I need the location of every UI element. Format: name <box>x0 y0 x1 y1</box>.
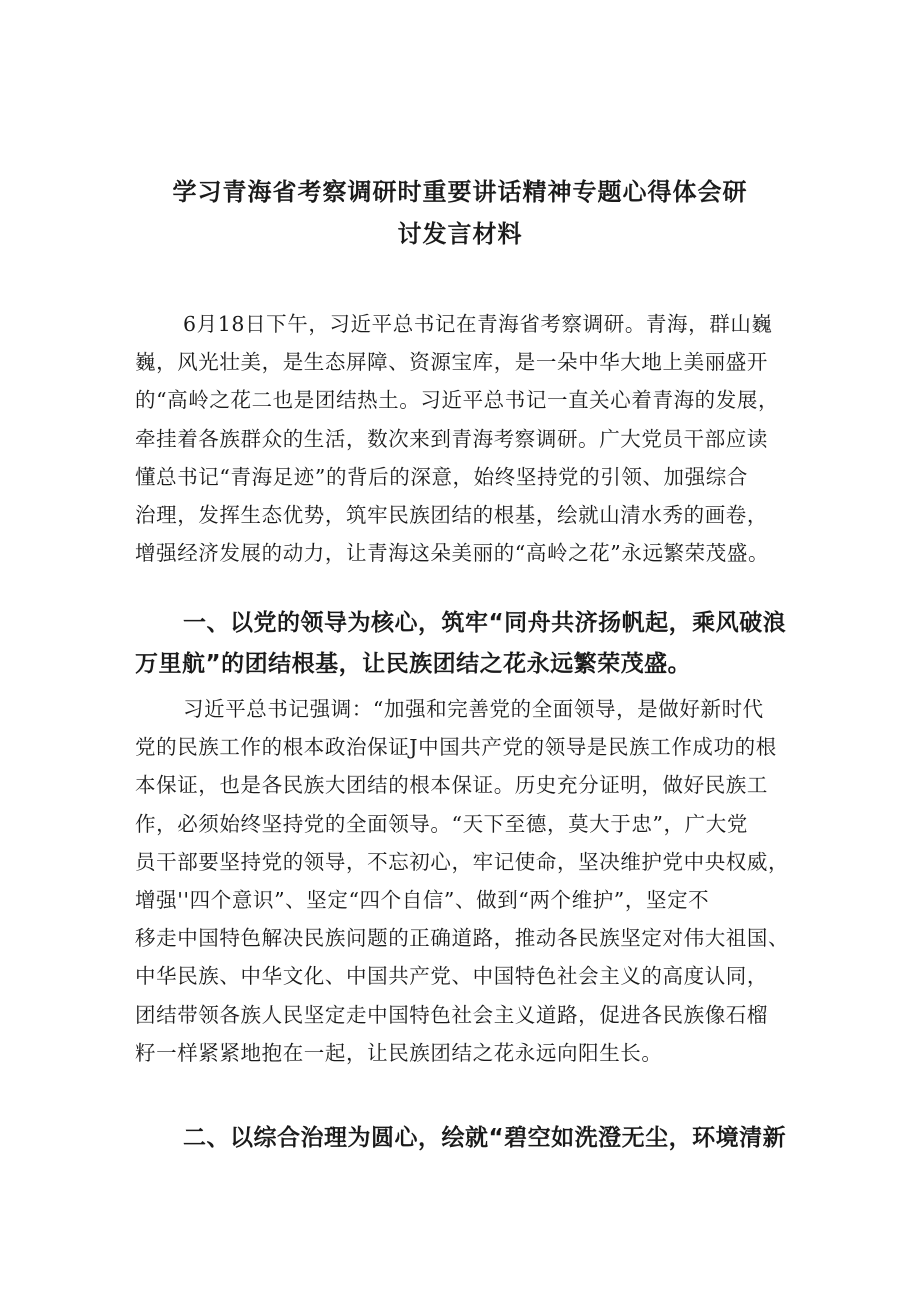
paragraph-line: 的“高岭之花二也是团结热土。习近平总书记一直关心着青海的发展， <box>135 388 780 413</box>
paragraph-line: 牵挂着各族群众的生活，数次来到青海考察调研。广大党员干部应读 <box>135 426 768 451</box>
heading-line: 万里航”的团结根基，让民族团结之花永远繁荣茂盛。 <box>135 651 692 677</box>
paragraph-line: 治理，发挥生态优势，筑牢民族团结的根基，绘就山清水秀的画卷， <box>135 503 768 528</box>
document-title-line-1: 学习青海省考察调研时重要讲话精神专题心得体会研 <box>172 178 748 206</box>
document-title-line-2: 讨发言材料 <box>397 220 523 248</box>
intro-paragraph <box>135 305 795 572</box>
paragraph-line: 本保证，也是各民族大团结的根本保证。历史充分证明，做好民族工 <box>135 773 768 798</box>
paragraph-line: 6月18日下午，习近平总书记在青海省考察调研。青海，群山巍 <box>183 312 773 336</box>
section-heading-2 <box>135 1118 795 1159</box>
paragraph-line: 作，必须始终坚持党的全面领导。“天下至德，莫大于忠”，广大党 <box>135 811 748 836</box>
paragraph-line: 巍，风光壮美，是生态屏障、资源宝库，是一朵中华大地上美丽盛开 <box>135 350 768 375</box>
paragraph-line: 增强经济发展的动力，让青海这朵美丽的“高岭之花”永远繁荣茂盛。 <box>135 541 770 566</box>
paragraph-line: 增强''四个意识”、坚定“四个自信”、做到“两个维护”，坚定不 <box>135 888 710 913</box>
paragraph-line: 党的民族工作的根本政治保证J中国共产党的领导是民族工作成功的根 <box>135 735 777 760</box>
paragraph-line: 懂总书记“青海足迹”的背后的深意，始终坚持党的引领、加强综合 <box>135 464 748 489</box>
section-1-paragraph <box>135 690 795 1072</box>
paragraph-line: 习近平总书记强调：“加强和完善党的全面领导，是做好新时代 <box>183 697 764 721</box>
paragraph-line: 员干部要坚持党的领导，不忘初心，牢记使命，坚决维护党中央权威， <box>135 849 790 874</box>
paragraph-line: 团结带领各族人民坚定走中国特色社会主义道路，促进各民族像石榴 <box>135 1002 768 1027</box>
heading-line: 一、以党的领导为核心，筑牢“同舟共济扬帆起，乘风破浪 <box>183 610 787 636</box>
section-heading-1 <box>135 603 795 685</box>
paragraph-line: 移走中国特色解决民族问题的正确道路，推动各民族坚定对伟大祖国、 <box>135 926 790 951</box>
heading-line: 二、以综合治理为圆心，绘就“碧空如洗澄无尘，环境清新 <box>183 1125 787 1151</box>
paragraph-line: 籽一样紧紧地抱在一起，让民族团结之花永远向阳生长。 <box>135 1040 663 1065</box>
paragraph-line: 中华民族、中华文化、中国共产党、中国特色社会主义的高度认同， <box>135 964 768 989</box>
